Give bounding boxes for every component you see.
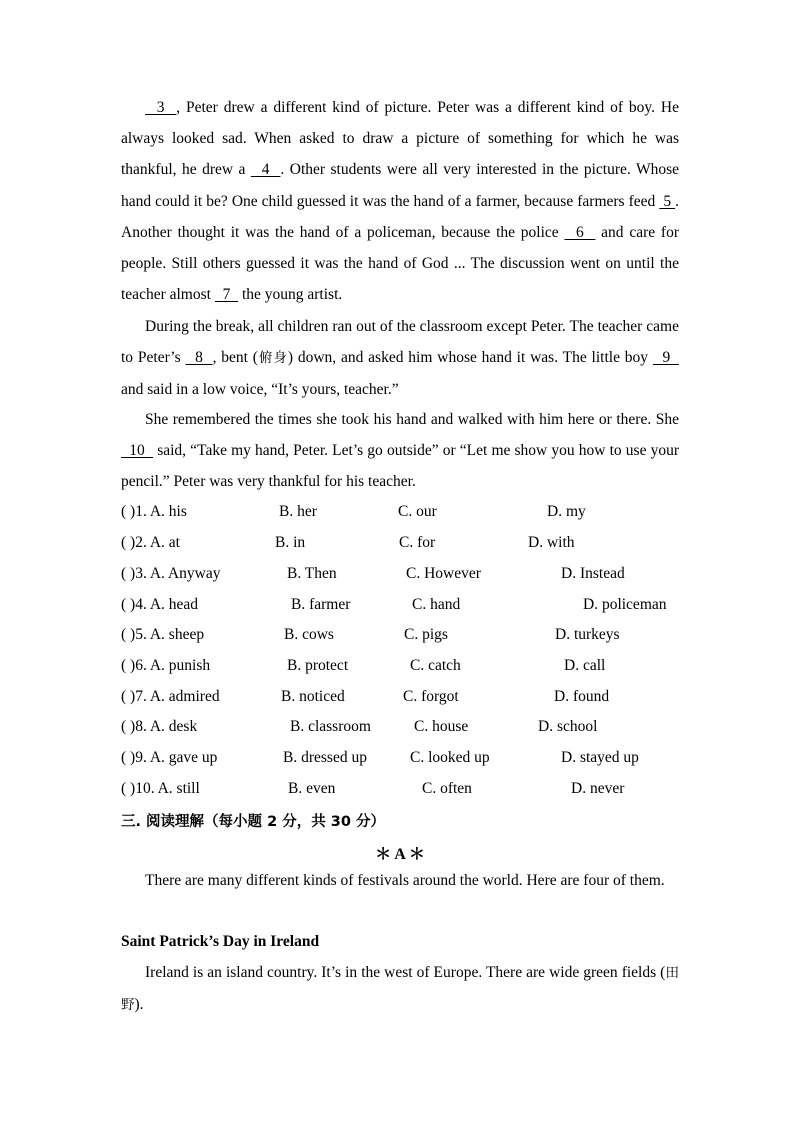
option-d: D. with [528,534,575,551]
section-title: 三. 阅读理解（每小题 2 分，共 30 分） [121,814,386,830]
reading-intro: There are many different kinds of festivals around the world. Here are four of them. [145,872,665,889]
option-b: B. cows [284,626,334,643]
option-b: B. classroom [290,718,371,735]
blank-8: 8 [185,349,213,367]
question-number-option-a: ( )6. A. punish [121,657,211,674]
reading-text: Ireland is an island country. It’s in the west of Europe. There are wide green fields ( [145,964,666,981]
blank-6: 6 [564,223,596,241]
passage-text: the young artist. [238,286,343,304]
blank-7: 7 [214,286,239,304]
gloss-text: 俯身 [257,350,288,367]
option-b: B. even [288,780,336,797]
reading-heading: Saint Patrick’s Day in Ireland [121,933,320,950]
reading-text: ). [134,996,144,1014]
option-b: B. Then [287,565,337,582]
passage-text: . Other students were all very interested in the picture. Whose hand could it be? One child guessed it was the hand of a farmer, because farmers feed [121,161,679,210]
passage-text: During the break, all children ran out of the classroom except Peter. The teacher came to Peter’s [121,318,679,367]
question-number-option-a: ( )3. A. Anyway [121,565,221,582]
blank-3: 3 [145,99,177,116]
question-number-option-a: ( )1. A. his [121,503,187,520]
blank-10: 10 [121,442,154,460]
option-d: D. never [571,780,625,797]
option-d: D. school [538,718,598,735]
option-c: C. often [422,780,472,797]
blank-5: 5 [659,192,676,210]
option-c: C. However [406,565,481,582]
passage-text: , bent ( [212,349,258,367]
option-b: B. in [275,534,306,551]
option-d: D. Instead [561,565,625,582]
option-b: B. dressed up [283,749,367,766]
option-b: B. her [279,503,317,520]
question-number-option-a: ( )8. A. desk [121,718,198,735]
gloss-text: 田野 [121,965,679,1014]
option-c: C. looked up [410,749,490,766]
question-number-option-a: ( )4. A. head [121,596,199,613]
passage-text: . Another thought it was the hand of a policeman, because the police [121,192,680,241]
passage-text: She remembered the times she took his hand and walked with him here or there. She [145,411,679,428]
option-b: B. noticed [281,688,345,705]
question-number-option-a: ( )10. A. still [121,780,200,797]
option-c: C. forgot [403,688,459,705]
option-d: D. stayed up [561,749,639,766]
passage-text: , Peter drew a different kind of picture. Peter was a different kind of boy. He always looked sad. When asked to draw a picture of something for which he was thankful, he drew a [121,99,679,179]
option-c: C. house [414,718,469,735]
option-b: B. protect [287,657,349,674]
option-c: C. for [399,534,436,551]
question-number-option-a: ( )9. A. gave up [121,749,218,766]
reading-paragraph [121,957,679,1021]
option-c: C. our [398,503,437,520]
passage-paragraph-3 [121,404,679,498]
option-c: C. pigs [404,626,448,643]
option-d: D. policeman [583,596,667,613]
option-d: D. found [554,688,610,705]
option-d: D. call [564,657,606,674]
passage-text: said, “Take my hand, Peter. Let’s go outside” or “Let me show you how to use your pencil.” Peter was very thankful for his teacher. [121,442,680,491]
passage-text: and care for people. Still others guessed it was the hand of God ... The discussion went on until the teacher almost [121,223,679,304]
passage-text: ) down, and asked him whose hand it was. The little boy [287,349,653,367]
option-b: B. farmer [291,596,351,613]
question-number-option-a: ( )5. A. sheep [121,626,205,643]
question-number-option-a: ( )2. A. at [121,534,180,551]
passage-text: and said in a low voice, “It’s yours, teacher.” [121,381,399,399]
passage-paragraph-1 [121,92,679,310]
blank-9: 9 [652,349,679,367]
blank-4: 4 [250,161,281,179]
option-c: C. hand [412,596,461,613]
passage-paragraph-2 [121,311,679,406]
question-number-option-a: ( )7. A. admired [121,688,220,705]
option-c: C. catch [410,657,461,674]
option-d: D. turkeys [555,626,620,643]
option-d: D. my [547,503,586,520]
part-label: ＊ A ＊ [375,846,425,863]
